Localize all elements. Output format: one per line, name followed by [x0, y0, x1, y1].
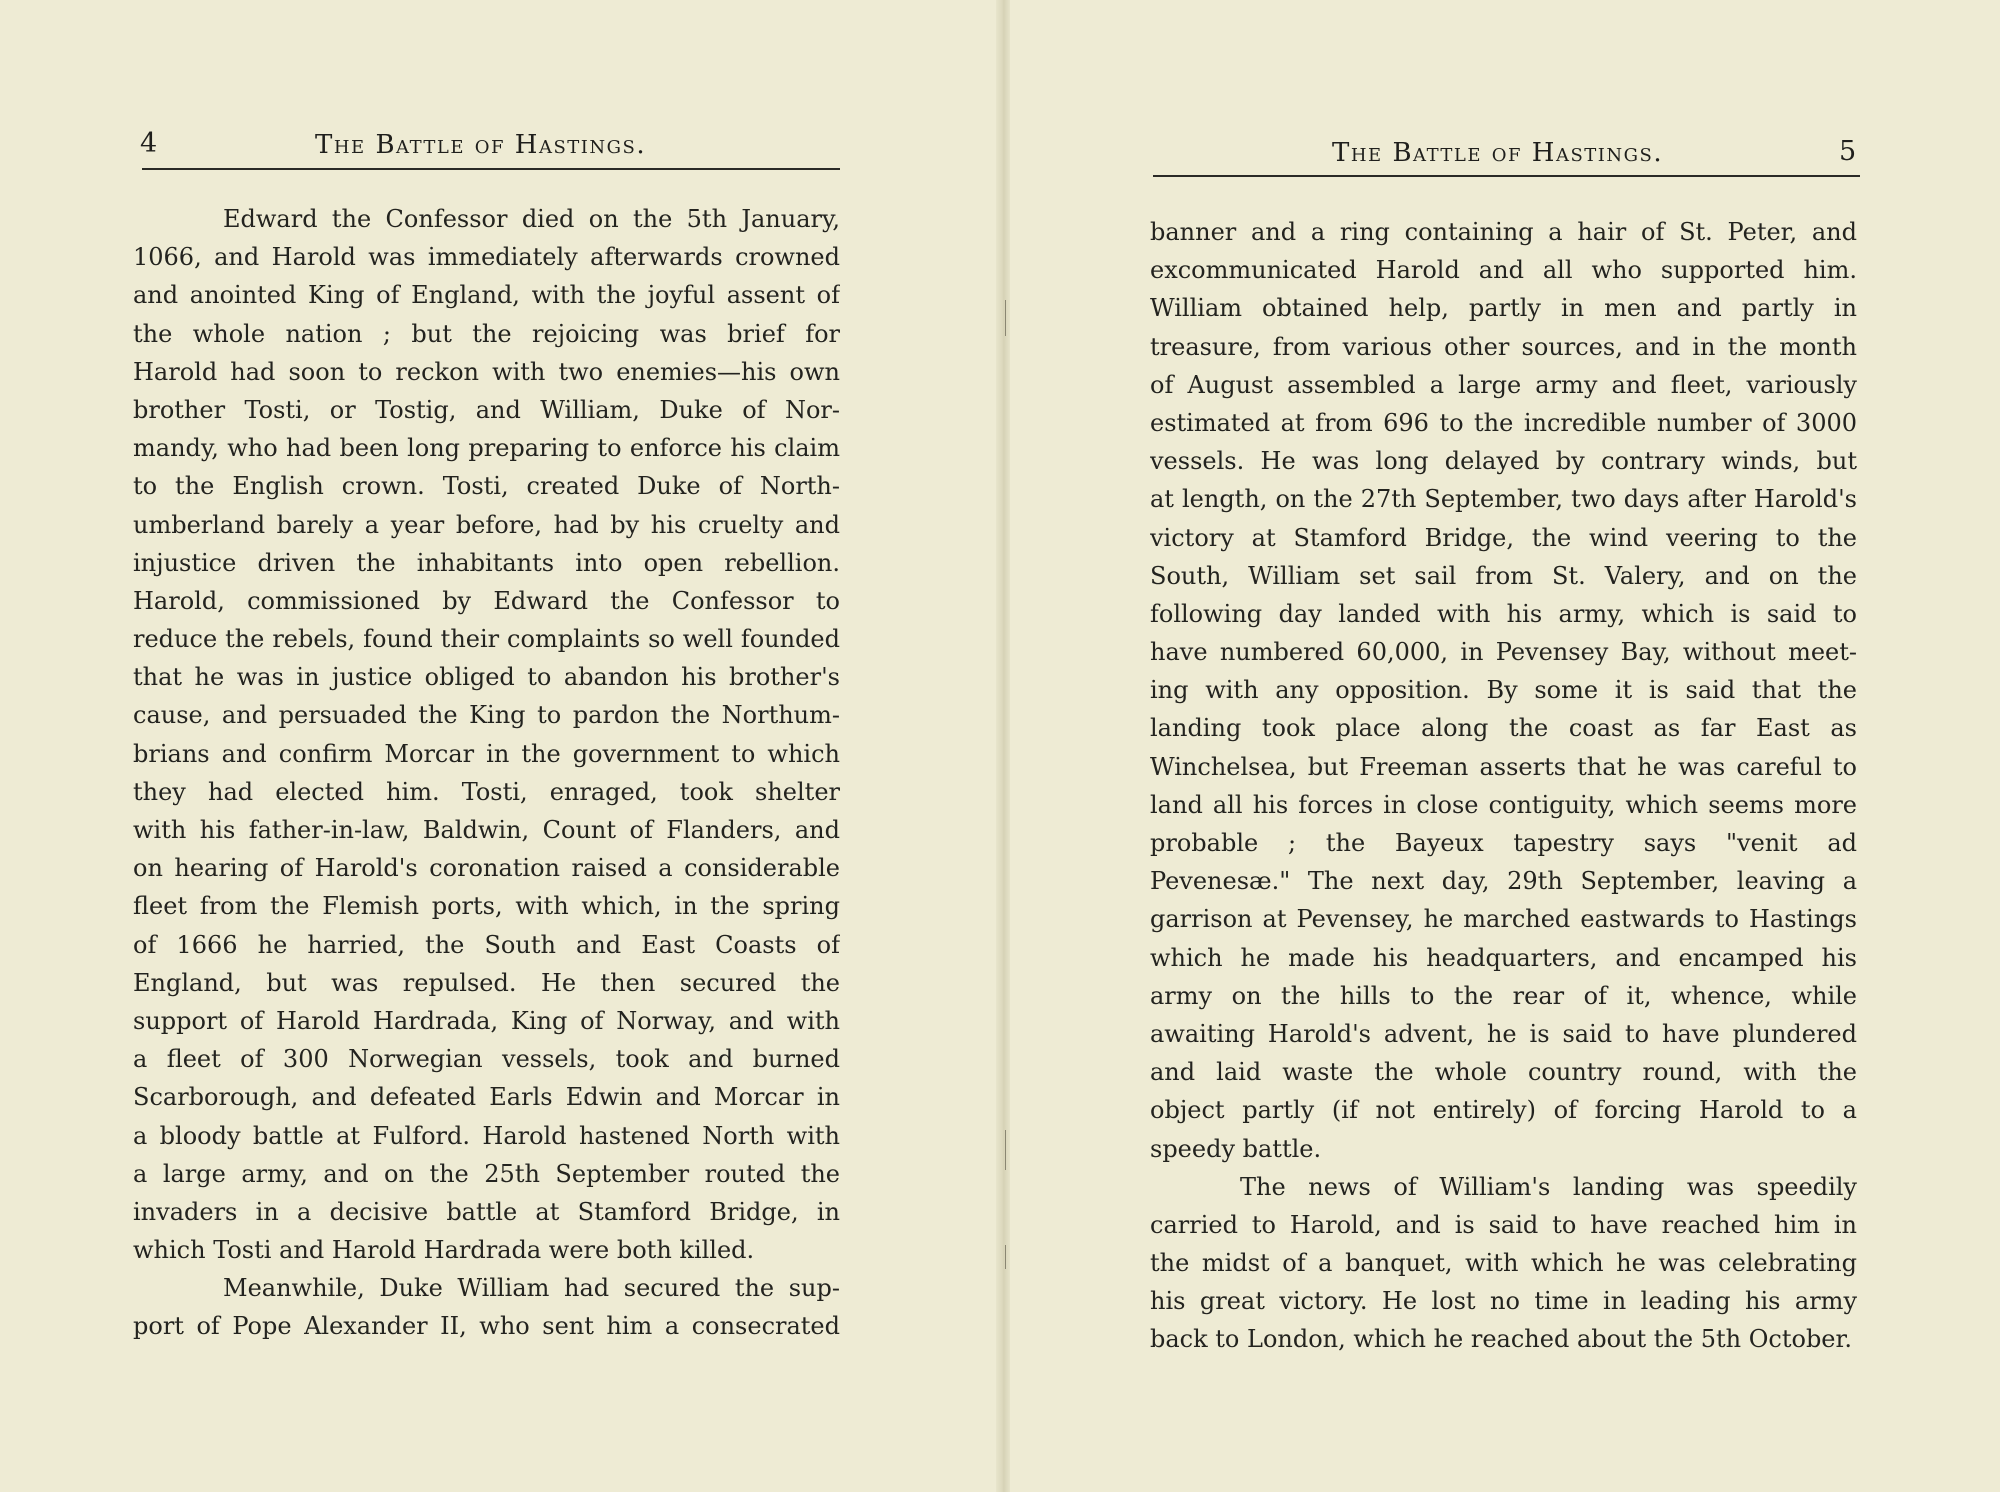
page-number: 4 — [140, 128, 158, 159]
text-line: object partly (if not entirely) of forcing Harold to a — [1150, 1096, 1857, 1125]
text-line: umberland barely a year before, had by his cruelty and — [133, 510, 840, 539]
text-line: and laid waste the whole country round, with the — [1150, 1058, 1857, 1087]
head-rule — [1153, 175, 1860, 177]
text-line: William obtained help, partly in men and partly in — [1150, 294, 1857, 323]
text-line: awaiting Harold's advent, he is said to have plundered — [1150, 1019, 1857, 1048]
text-line: England, but was repulsed. He then secured the — [133, 968, 840, 997]
text-line: with his father-in-law, Baldwin, Count of Flanders, and — [133, 816, 840, 844]
text-line: 1066, and Harold was immediately afterwards crowned — [133, 243, 840, 272]
text-line: and anointed King of England, with the joyful assent of — [133, 281, 840, 310]
text-line: Harold had soon to reckon with two enemies—his own — [133, 357, 840, 386]
text-line: a fleet of 300 Norwegian vessels, took and burned — [133, 1045, 840, 1074]
text-line: following day landed with his army, which is said to — [1150, 599, 1857, 628]
text-line: on hearing of Harold's coronation raised a considerable — [133, 854, 840, 883]
left-body-text — [133, 200, 840, 1346]
text-line: of August assembled a large army and fleet, variously — [1150, 370, 1857, 399]
text-line: vessels. He was long delayed by contrary winds, but — [1150, 447, 1857, 476]
book-gutter — [996, 0, 1010, 1492]
text-line: the whole nation ; but the rejoicing was brief for — [133, 319, 840, 348]
text-line: banner and a ring containing a hair of St. Peter, and — [1150, 218, 1857, 246]
text-line: port of Pope Alexander II, who sent him a consecrated — [133, 1312, 840, 1341]
text-line: of 1666 he harried, the South and East Coasts of — [133, 930, 840, 959]
text-line: back to London, which he reached about the 5th October. — [1150, 1325, 1852, 1354]
page-number: 5 — [1839, 136, 1857, 167]
text-line: brians and confirm Morcar in the government to which — [133, 739, 840, 768]
text-line: a bloody battle at Fulford. Harold hastened North with — [133, 1121, 840, 1150]
gutter-crease — [1005, 300, 1006, 336]
running-title: The Battle of Hastings. — [1332, 138, 1664, 168]
text-line: at length, on the 27th September, two days after Harold's — [1150, 485, 1857, 514]
text-line: which Tosti and Harold Hardrada were both killed. — [133, 1236, 755, 1265]
text-line: Harold, commissioned by Edward the Confessor to — [133, 586, 840, 615]
head-rule — [142, 168, 840, 170]
text-line: treasure, from various other sources, and in the month — [1150, 332, 1857, 361]
text-line: Edward the Confessor died on the 5th January, — [223, 205, 840, 233]
text-line: to the English crown. Tosti, created Duke of North- — [133, 472, 840, 501]
text-line: South, William set sail from St. Valery, and on the — [1150, 561, 1857, 590]
text-line: fleet from the Flemish ports, with which, in the spring — [133, 892, 840, 921]
text-line: probable ; the Bayeux tapestry says "venit ad — [1150, 829, 1857, 857]
text-line: Meanwhile, Duke William had secured the sup- — [223, 1274, 840, 1303]
text-line: estimated at from 696 to the incredible number of 3000 — [1150, 408, 1857, 437]
text-line: victory at Stamford Bridge, the wind veering to the — [1150, 523, 1857, 552]
text-line: excommunicated Harold and all who supported him. — [1150, 256, 1857, 285]
text-line: reduce the rebels, found their complaints so well founded — [133, 625, 840, 654]
text-line: a large army, and on the 25th September routed the — [133, 1159, 840, 1188]
text-line: landing took place along the coast as far East as — [1150, 714, 1857, 743]
right-running-head — [1003, 136, 2000, 176]
text-line: have numbered 60,000, in Pevensey Bay, without meet- — [1150, 638, 1857, 667]
running-title: The Battle of Hastings. — [315, 130, 647, 160]
text-line: they had elected him. Tosti, enraged, took shelter — [133, 777, 840, 806]
text-line: army on the hills to the rear of it, whence, while — [1150, 981, 1857, 1010]
text-line: brother Tosti, or Tostig, and William, Duke of Nor- — [133, 395, 840, 424]
text-line: invaders in a decisive battle at Stamford Bridge, in — [133, 1197, 840, 1226]
gutter-crease — [1005, 1130, 1006, 1170]
left-running-head — [0, 128, 1003, 168]
text-line: the midst of a banquet, with which he was celebrating — [1150, 1249, 1857, 1278]
text-line: which he made his headquarters, and encamped his — [1150, 943, 1857, 972]
text-line: Scarborough, and defeated Earls Edwin and Morcar in — [133, 1083, 840, 1112]
text-line: The news of William's landing was speedily — [1240, 1172, 1857, 1201]
text-line: land all his forces in close contiguity, which seems more — [1150, 790, 1857, 819]
text-line: cause, and persuaded the King to pardon the Northum- — [133, 701, 840, 730]
text-line: ing with any opposition. By some it is said that the — [1150, 676, 1857, 705]
text-line: his great victory. He lost no time in leading his army — [1150, 1287, 1857, 1316]
gutter-crease — [1005, 1245, 1006, 1269]
text-line: carried to Harold, and is said to have reached him in — [1150, 1210, 1857, 1239]
right-body-text — [1150, 213, 1857, 1359]
text-line: injustice driven the inhabitants into open rebellion. — [133, 548, 840, 577]
text-line: garrison at Pevensey, he marched eastwards to Hastings — [1150, 905, 1857, 934]
text-line: Winchelsea, but Freeman asserts that he was careful to — [1150, 752, 1857, 781]
text-line: Pevenesæ." The next day, 29th September, leaving a — [1150, 867, 1857, 896]
text-line: that he was in justice obliged to abandon his brother's — [133, 663, 840, 692]
text-line: speedy battle. — [1150, 1134, 1322, 1163]
text-line: support of Harold Hardrada, King of Norway, and with — [133, 1006, 840, 1035]
text-line: mandy, who had been long preparing to enforce his claim — [133, 434, 840, 463]
